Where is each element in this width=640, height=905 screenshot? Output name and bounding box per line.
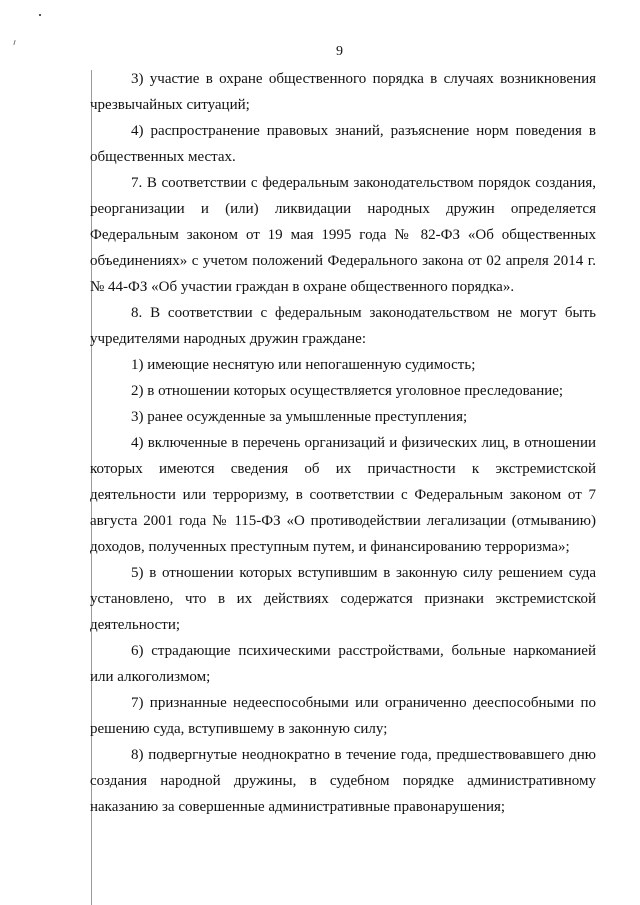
list-item-1: 1) имеющие неснятую или непогашенную судимость;	[131, 357, 476, 373]
paragraph-item-4: 4) распространение правовых знаний, разъяснение норм поведения в общественных местах.	[90, 123, 596, 165]
scan-speck	[39, 14, 41, 16]
list-item-2: 2) в отношении которых осуществляется уголовное преследование;	[131, 383, 564, 399]
paragraph-section-8: 8. В соответствии с федеральным законодательством не могут быть учредителями народных дружин граждане:	[90, 305, 596, 347]
list-item-3: 3) ранее осужденные за умышленные преступления;	[131, 409, 468, 425]
list-item-6: 6) страдающие психическими расстройствами, больные наркоманией или алкоголизмом;	[90, 643, 596, 685]
paragraph-item-3: 3) участие в охране общественного порядка в случаях возникновения чрезвычайных ситуаций;	[90, 71, 596, 113]
list-item-7: 7) признанные недееспособными или ограниченно дееспособными по решению суда, вступившему в законную силу;	[90, 695, 596, 737]
list-item-8: 8) подвергнутые неоднократно в течение года, предшествовавшего дню создания народной дружины, в судебном порядке административному наказанию за совершенные административные правонарушения;	[90, 747, 596, 815]
paragraph-section-7: 7. В соответствии с федеральным законодательством порядок создания, реорганизации и (или) ликвидации народных дружин определяется Федеральным законом от 19 мая 1995 года № 82-ФЗ «Об общественных объединениях» с учетом положений Федерального закона от 02 апреля 2014 г. № 44-ФЗ «Об участии граждан в охране общественного порядка».	[90, 175, 596, 295]
document-body	[90, 66, 596, 820]
list-item-4: 4) включенные в перечень организаций и физических лиц, в отношении которых имеются сведения об их причастности к экстремистской деятельности или терроризму, в соответствии с Федеральным законом от 7 августа 2001 года № 115-ФЗ «О противодействии легализации (отмыванию) доходов, полученных преступным путем, и финансированию терроризма»;	[90, 435, 596, 555]
scan-speck	[13, 40, 15, 45]
page-number: 9	[336, 44, 343, 59]
list-item-5: 5) в отношении которых вступившим в законную силу решением суда установлено, что в их действиях содержатся признаки экстремистской деятельности;	[90, 565, 596, 633]
